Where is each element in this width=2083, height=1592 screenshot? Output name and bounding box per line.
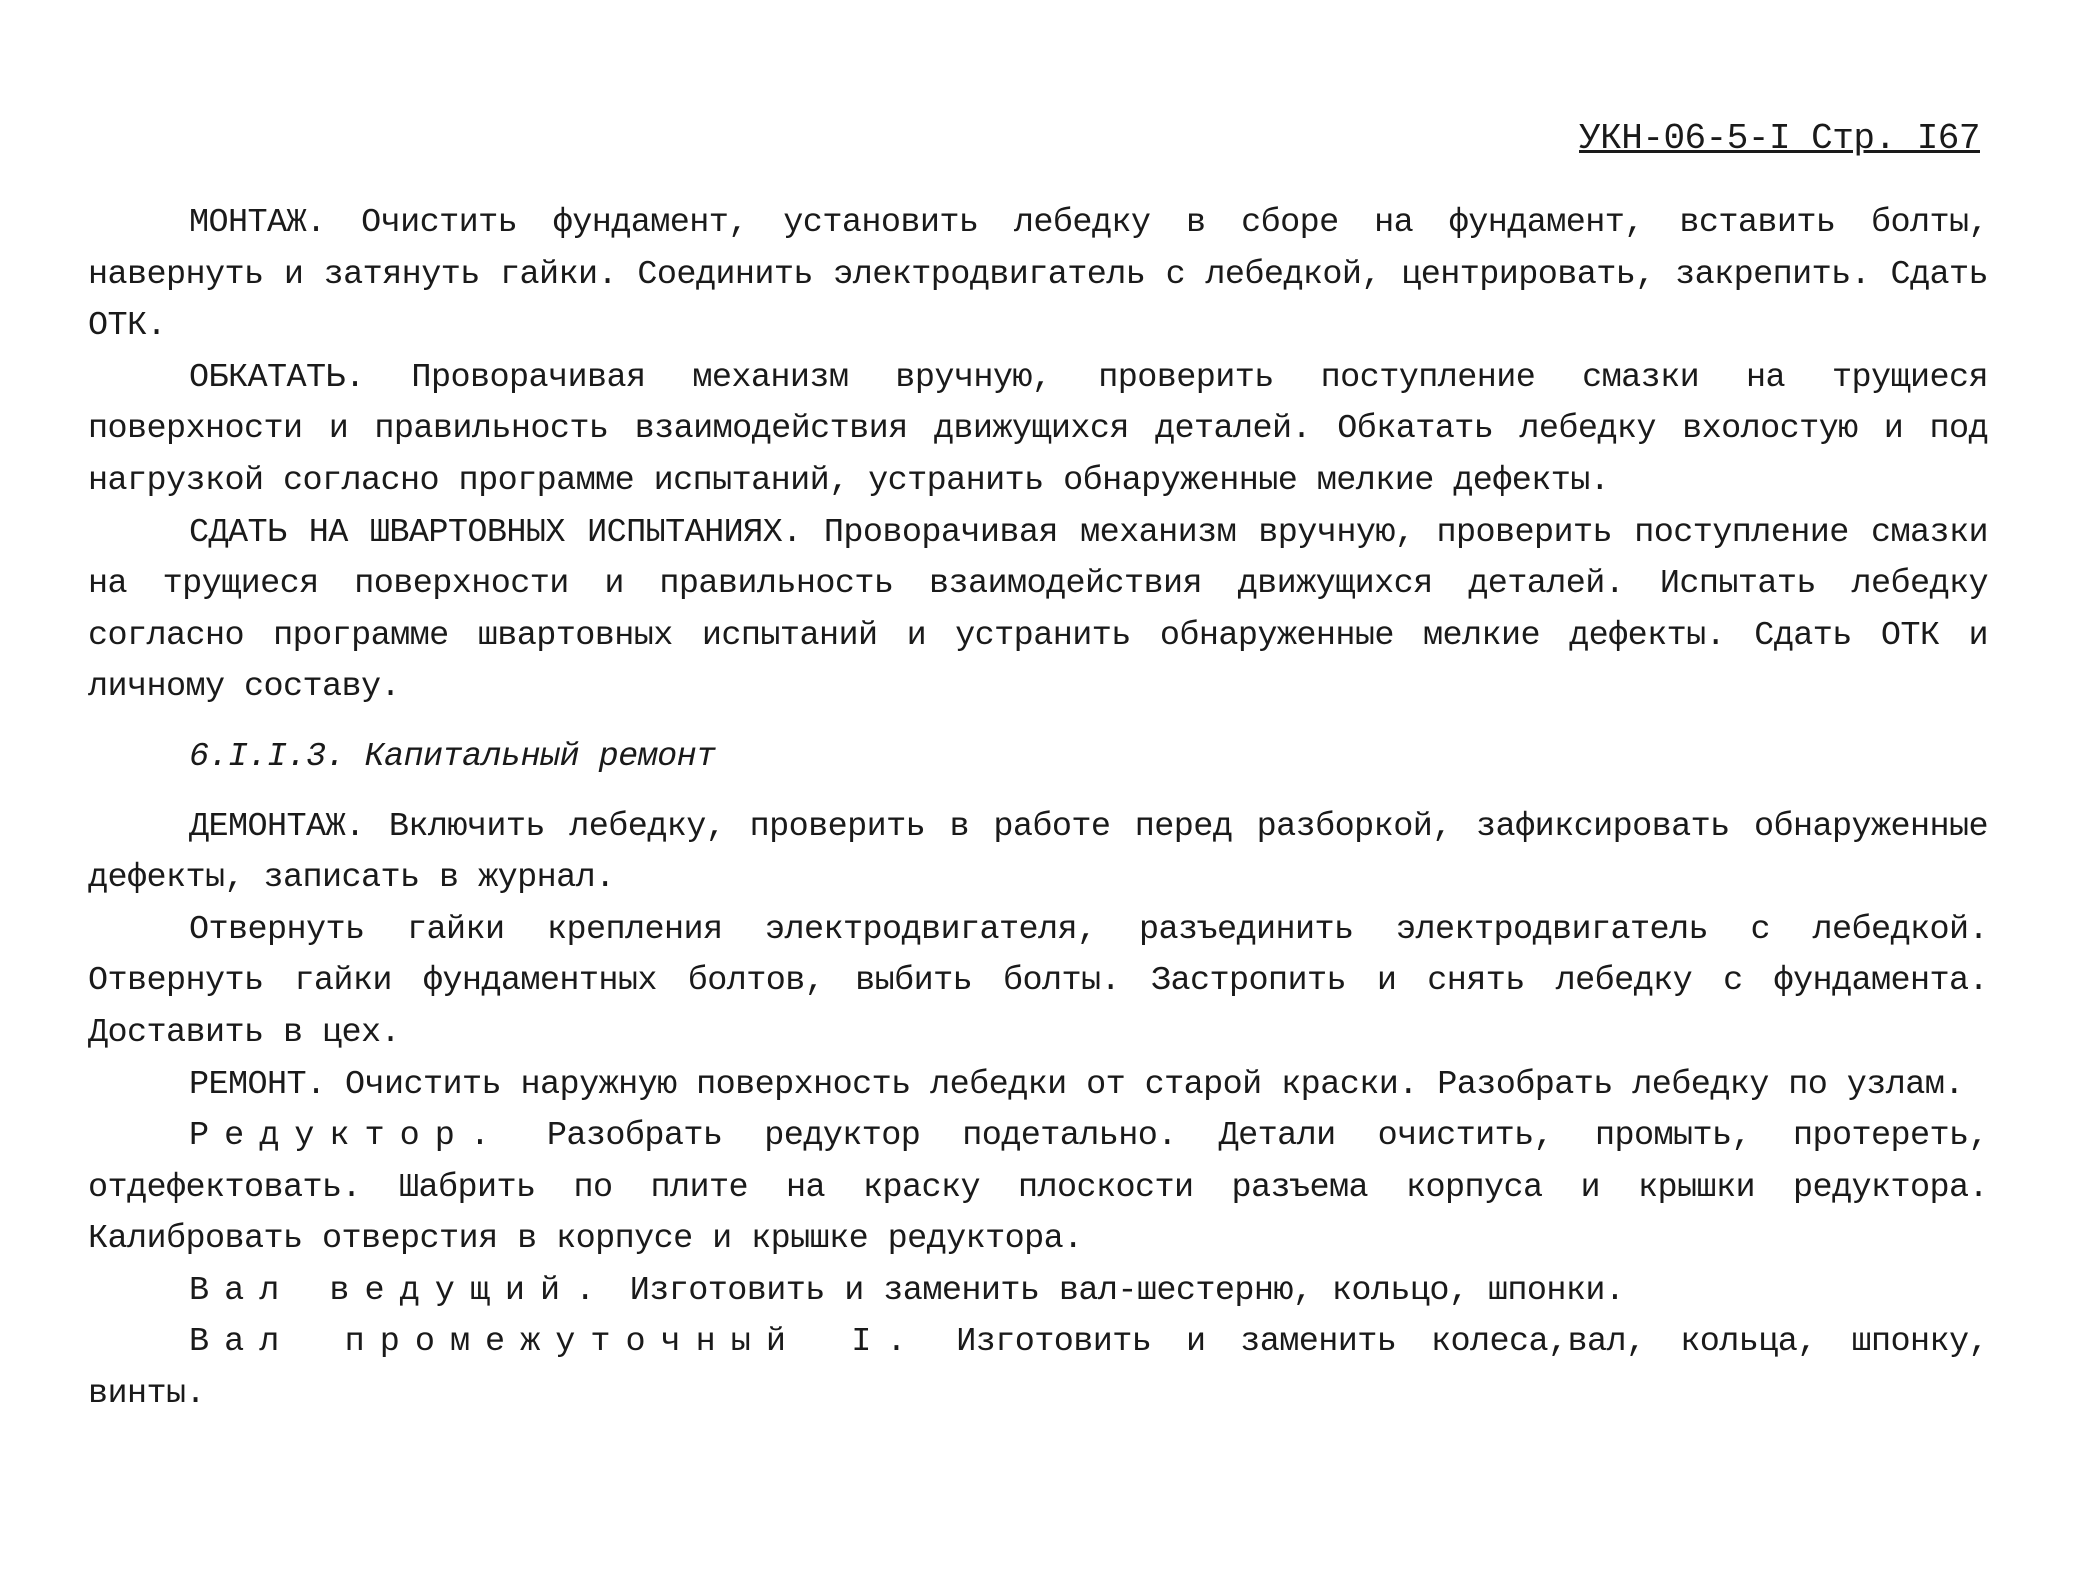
paragraph-remont: РЕМОНТ. Очистить наружную поверхность лебедки от старой краски. Разобрать лебедку по узлам. [189, 1065, 1964, 1104]
paragraph-sdat: СДАТЬ НА ШВАРТОВНЫХ ИСПЫТАНИЯХ. Проворачивая механизм вручную, проверить поступление смазки на трущиеся поверхности и правильность взаимодействия движущихся деталей. Испытать лебедку согласно программе швартовных испытаний и устранить обнаруженные мелкие дефекты. Сдать ОТК и личному составу. [88, 513, 1988, 707]
document-body [88, 198, 1988, 1421]
paragraph-val-promezhutochnyy [88, 1317, 1988, 1420]
val-vedushchiy-text: Изготовить и заменить вал-шестерню, кольцо, шпонки. [629, 1271, 1625, 1310]
val-vedushchiy-label: Вал ведущий. [189, 1271, 611, 1310]
val-promezhutochnyy-label: Вал промежуточный I. [189, 1323, 922, 1362]
reduktor-label: Редуктор. [189, 1117, 505, 1156]
val-promezhutochnyy-text: Изготовить и заменить колеса,вал, кольца, шпонку, винты. [88, 1323, 1988, 1414]
paragraph-otvernut: Отвернуть гайки крепления электродвигателя, разъединить электродвигатель с лебедкой. Отвернуть гайки фундаментных болтов, выбить болты. Застропить и снять лебедку с фундамента. Доставить в цех. [88, 910, 1988, 1052]
section-heading: 6.I.I.3. Капитальный ремонт [189, 737, 716, 776]
reduktor-text: Разобрать редуктор подетально. Детали очистить, промыть, протереть, отдефектовать. Шабрить по плите на краску плоскости разъема корпуса и крышки редуктора. Калибровать отверстия в корпусе и крышке редуктора. [88, 1117, 1988, 1259]
paragraph-obkatat: ОБКАТАТЬ. Проворачивая механизм вручную, проверить поступление смазки на трущиеся поверхности и правильность взаимодействия движущихся деталей. Обкатать лебедку вхолостую и под нагрузкой согласно программе испытаний, устранить обнаруженные мелкие дефекты. [88, 358, 1988, 500]
paragraph-demontazh: ДЕМОНТАЖ. Включить лебедку, проверить в работе перед разборкой, зафиксировать обнаруженные дефекты, записать в журнал. [88, 807, 1988, 898]
page-header: УКН-06-5-I Стр. I67 [1579, 118, 1980, 159]
paragraph-val-vedushchiy [88, 1266, 1988, 1318]
paragraph-reduktor [88, 1111, 1988, 1266]
paragraph-montazh: МОНТАЖ. Очистить фундамент, установить лебедку в сборе на фундамент, вставить болты, навернуть и затянуть гайки. Соединить электродвигатель с лебедкой, центрировать, закрепить. Сдать ОТК. [88, 204, 1988, 346]
